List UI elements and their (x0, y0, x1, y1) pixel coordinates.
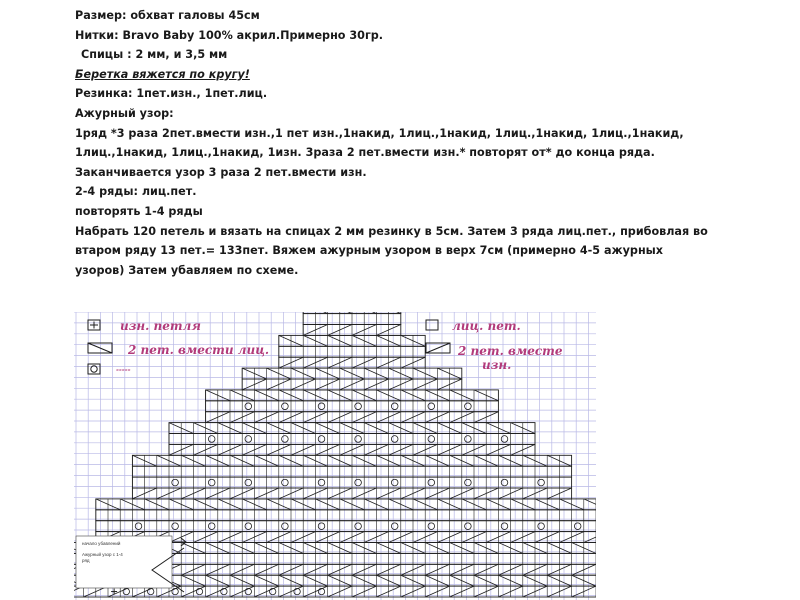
size-line: Размер: обхват галовы 45см (75, 9, 260, 22)
yarn-over-symbol-icon (88, 364, 100, 374)
lace-title: Ажурный узор: (75, 106, 174, 120)
round-note: Беретка вяжется по кругу! (75, 67, 250, 81)
knitting-chart (74, 312, 596, 600)
purl-symbol-icon (88, 320, 100, 330)
legend-k2tog-knit-label-1: 2 пет. вместе (458, 344, 563, 358)
legend-k2tog-purl-label: 2 пет. вмести лиц. (128, 343, 270, 357)
yarn-line: Нитки: Bravo Baby 100% акрил.Примерно 30гр. (75, 28, 384, 42)
legend-yo-label: ----- (116, 365, 131, 374)
legend-knit-label: лиц. пет. (452, 319, 521, 333)
row1-line: 1ряд *3 раза 2пет.вмести изн.,1 пет изн.,1накид, 1лиц.,1накид, 1лиц.,1накид, 1лиц.,1накид, 1лиц.,1накид, 1лиц.,1накид, 1изн. 3раза 2 пет.вмести изн.* повторят от* до конца ряда. (75, 126, 684, 160)
rows-2-4-line: 2-4 ряды: лиц.пет. (75, 185, 197, 199)
legend-purl-label: изн. петля (120, 319, 201, 333)
knit-symbol-icon (426, 320, 438, 330)
rib-line: Резинка: 1пет.изн., 1пет.лиц. (75, 87, 268, 101)
side-note-line3: ряд (82, 558, 90, 563)
side-note-line1: начало убавлений (82, 541, 121, 546)
needles-line: Спицы : 2 мм, и 3,5 мм (81, 48, 228, 62)
instructions-line: Набрать 120 петель и вязать на спицах 2 мм резинку в 5см. Затем 3 ряда лиц.пет., прибовлая во втаром ряду 13 пет.= 133пет. Вяжем ажурным узором в верх 7см (примерно 4-5 ажурных узоров) Затем убавляем по схеме. (75, 224, 708, 277)
repeat-line: повторять 1-4 ряды (75, 204, 203, 218)
row1-end-line: Заканчивается узор 3 раза 2 пет.вмести изн. (75, 165, 367, 179)
arrow-to-decrease-icon (172, 538, 186, 546)
legend-k2tog-knit-label-2: изн. (482, 358, 512, 372)
side-note-line2: Ажурный узор с 1-4 (82, 552, 123, 557)
pattern-description (75, 6, 715, 280)
